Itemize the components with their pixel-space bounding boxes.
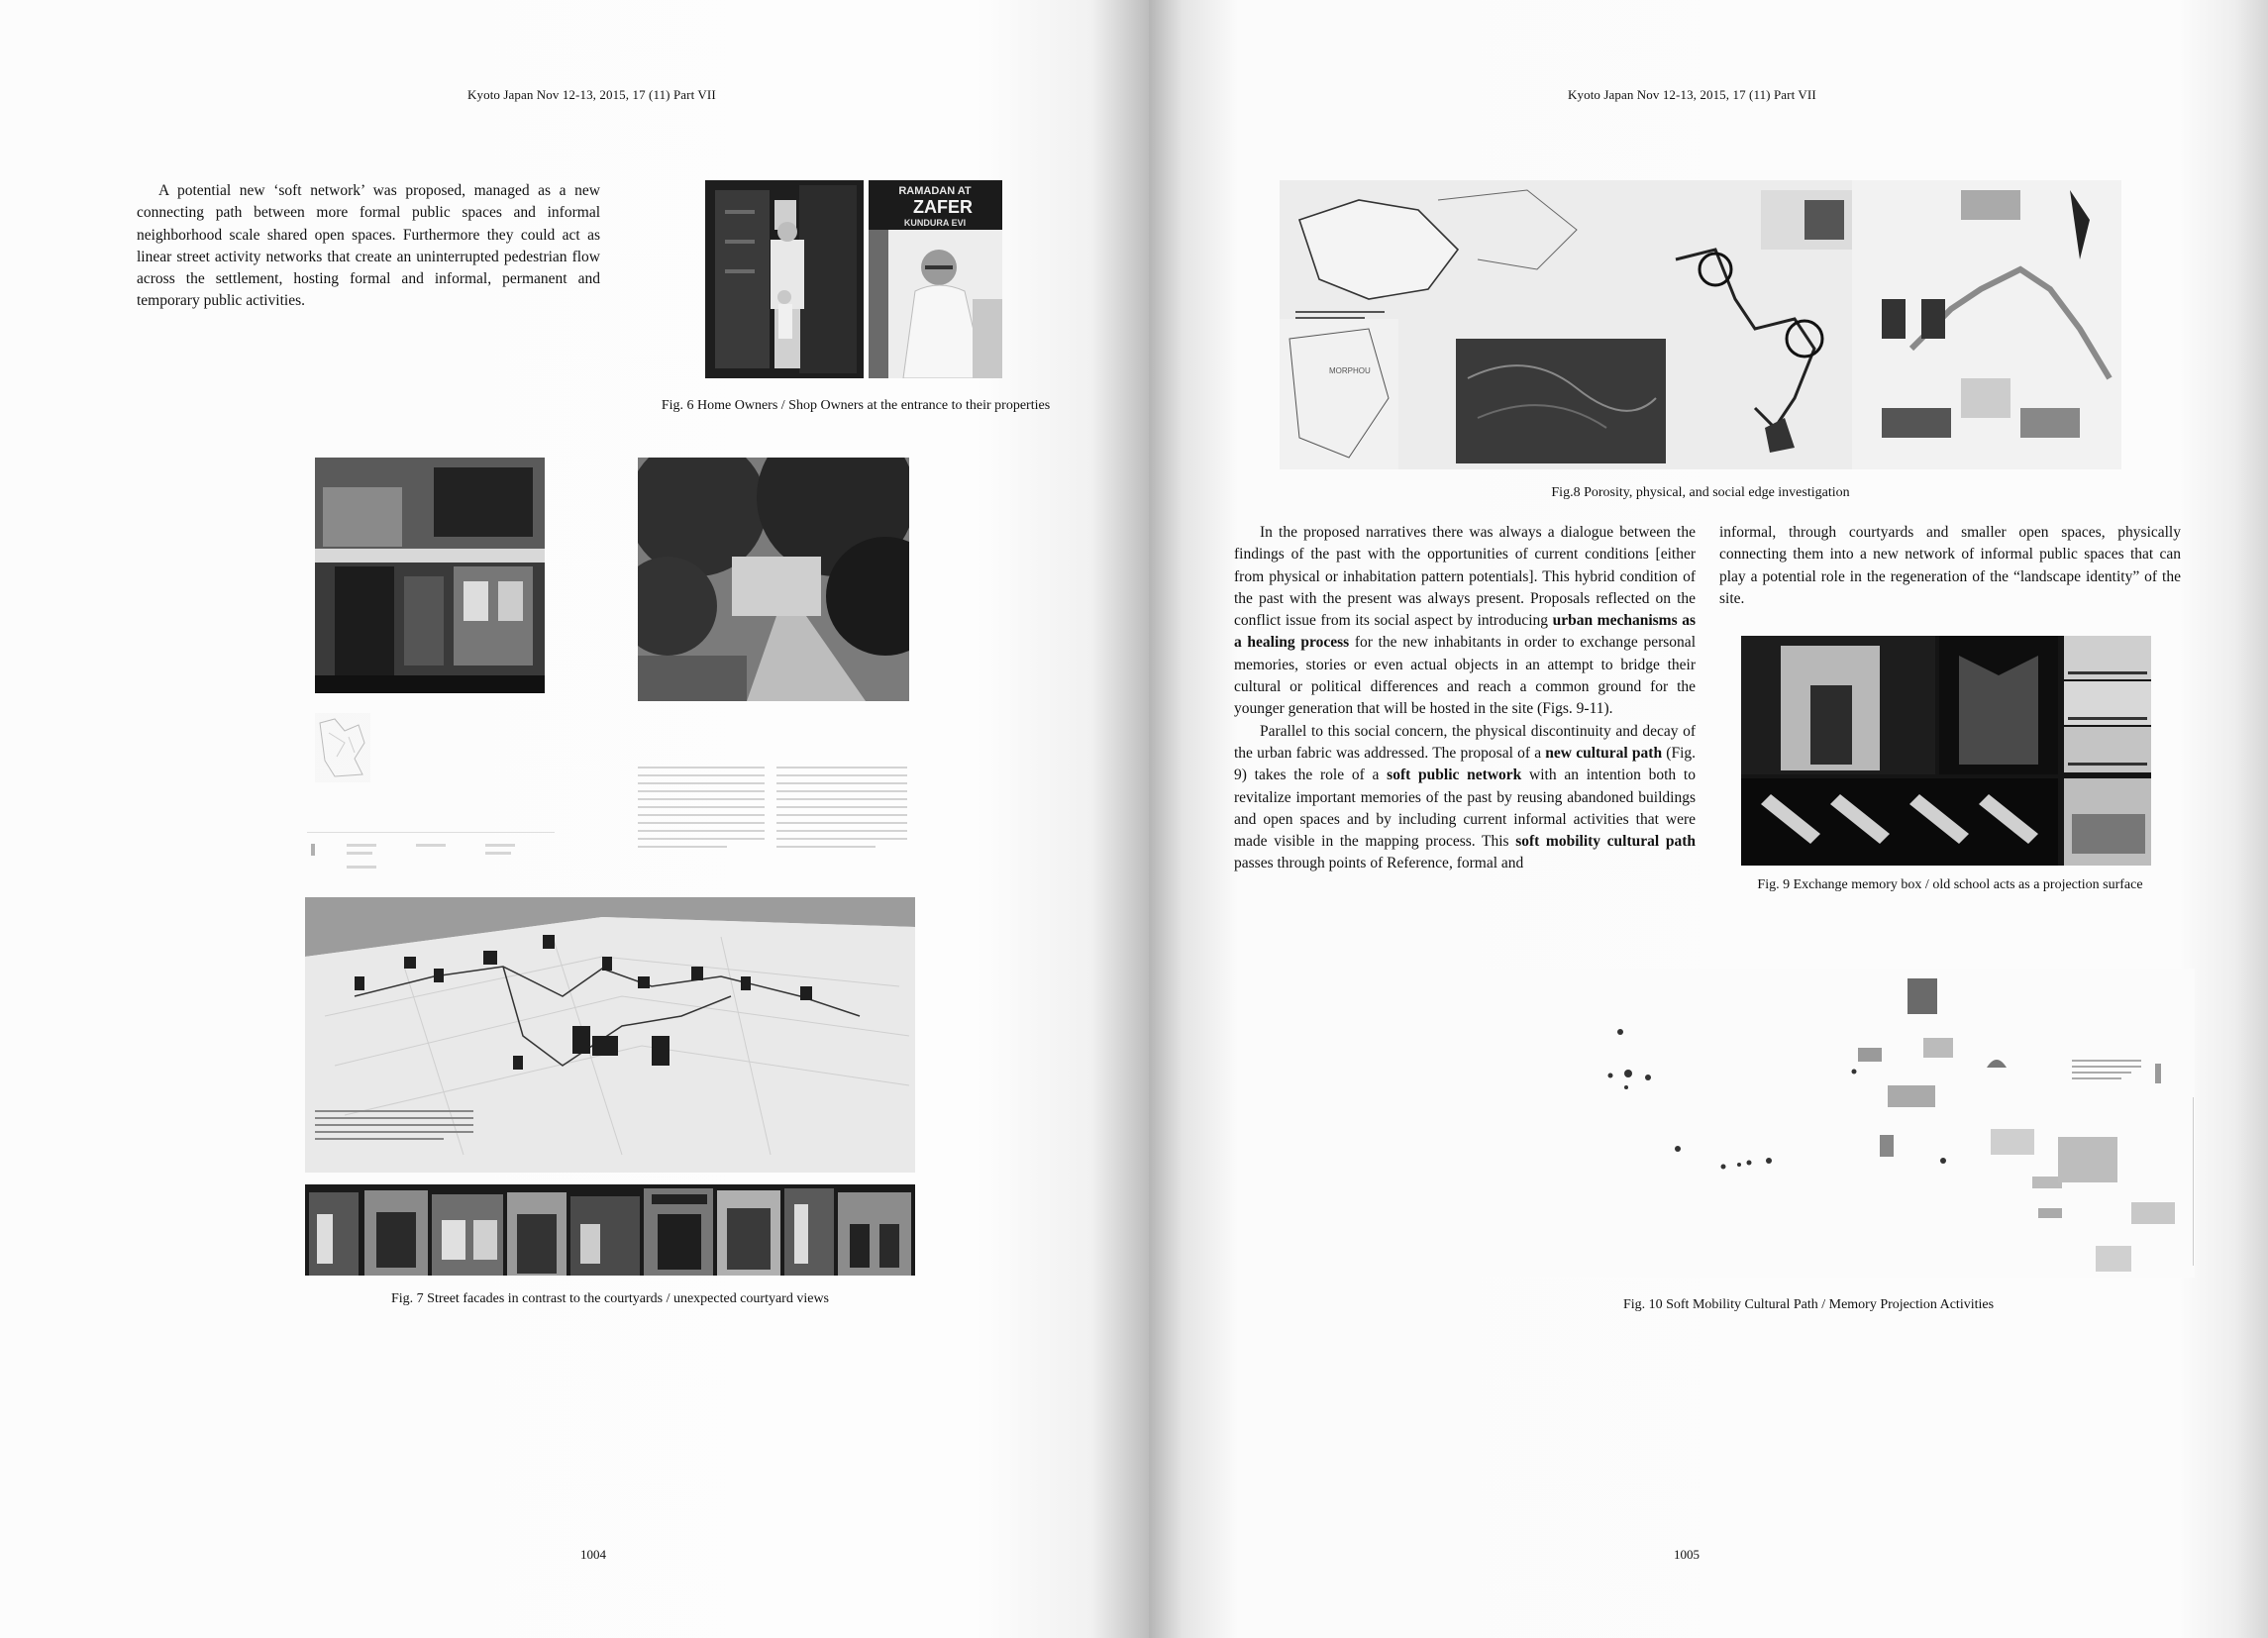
col1-paragraph1 [1234,522,1696,721]
col1-p2-bold2: soft public network [1387,767,1522,784]
fig7-faint-legend [307,822,555,891]
fig7-axonometric-map [305,897,915,1173]
fig6-sign-line3: KUNDURA EVI [903,218,967,228]
left-running-header: Kyoto Japan Nov 12-13, 2015, 17 (11) Part VII [467,87,716,102]
fig6-sign-line1: RAMADAN AT [898,185,972,197]
fig6-caption: Fig. 6 Home Owners / Shop Owners at the entrance to their properties [661,398,1051,413]
left-page-number: 1004 [580,1547,606,1562]
fig10-cultural-path-diagram [1422,969,2195,1278]
col1-paragraph2 [1234,721,1696,875]
col1-p2-text-b: (Fig. 9) takes the role of a [1234,744,1696,784]
right-running-header: Kyoto Japan Nov 12-13, 2015, 17 (11) Part VII [1568,87,1816,102]
fig7-courtyard-photo [638,458,909,701]
col1-p2-bold1: new cultural path [1545,744,1663,762]
fig9-memory-box-photos [1741,636,2151,866]
col1-p1-text-b: for the new inhabitants in order to exchange personal memories, stories or even actual objects in an attempt to bridge their cultural or political differences and reach a common ground for the younger generation that will be hosted in the site (Figs. 9-11). [1234,634,1696,718]
fig9-caption: Fig. 9 Exchange memory box / old school acts as a projection surface [1757,877,2143,892]
right-column2-text: informal, through courtyards and smaller open spaces, physically connecting them into a new network of informal public spaces that can play a potential role in the regeneration of the “landscape identity” of the site. [1719,524,2181,607]
fig6-sign-line2: ZAFER [913,197,973,217]
col1-p1-text-a: In the proposed narratives there was always a dialogue between the findings of the past with the opportunities of current conditions [either from physical or inhabitation pattern potentials]. This hybrid condition of the past with the present was always present. Proposals reflected on the conflict issue from its social aspect by introducing [1234,524,1696,630]
fig7-facade-strip [305,1184,915,1276]
fig8-caption: Fig.8 Porosity, physical, and social edge investigation [1551,485,1850,500]
col1-p1-bold: urban mechanisms as a healing process [1234,612,1696,652]
fig10-caption: Fig. 10 Soft Mobility Cultural Path / Memory Projection Activities [1622,1297,1995,1312]
fig8-edge-maps [1280,180,1852,469]
fig7-street-photo-left [315,458,545,693]
col1-p2-text-c: with an intention both to revitalize important memories of the past by reusing abandoned buildings and open spaces and by including current informal activities that were made visible in the mapping process. This [1234,767,1696,851]
right-column1-text [1234,522,1696,875]
fig8-map-label: MORPHOU [1329,366,1371,375]
right-page-number: 1005 [1674,1547,1700,1562]
fig8-path-diagram [1852,180,2121,469]
col1-p2-text-d: passes through points of Reference, formal and [1234,855,1524,872]
col1-p2-text-a: Parallel to this social concern, the physical discontinuity and decay of the urban fabric was addressed. The proposal of a [1234,722,1696,762]
right-page [1149,0,2268,1638]
fig7-small-map [315,713,370,782]
col1-p2-bold3: soft mobility cultural path [1515,833,1696,851]
left-paragraph: A potential new ‘soft network’ was proposed, managed as a new connecting path between more formal public spaces and informal neighborhood scale shared open spaces. Furthermore they could act as linear street activity networks that create an uninterrupted pedestrian flow across the settlement, hosting formal and informal, permanent and temporary public activities. [137,182,600,310]
fig6-photos [705,180,1002,378]
fig7-faint-text [638,763,909,862]
fig7-caption: Fig. 7 Street facades in contrast to the courtyards / unexpected courtyard views [390,1291,830,1306]
